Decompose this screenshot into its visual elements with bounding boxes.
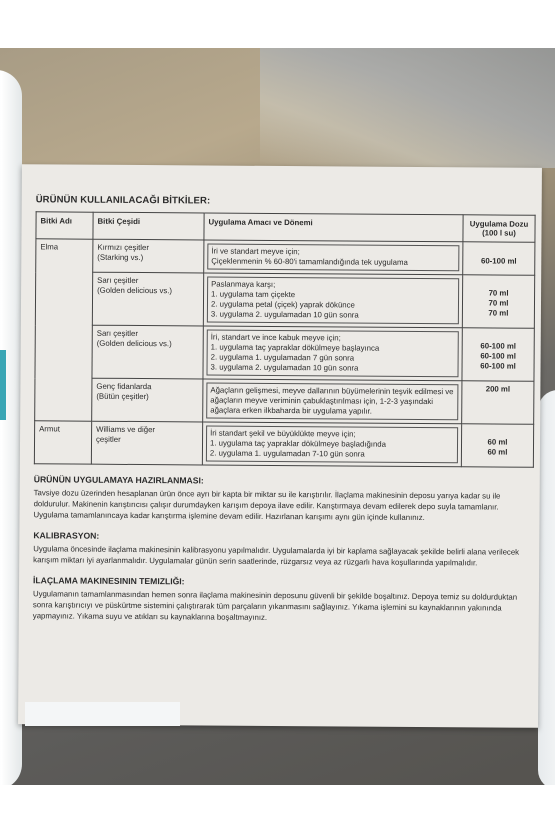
cell-dose xyxy=(462,275,534,329)
cell-dose xyxy=(463,242,535,276)
cell-purpose xyxy=(203,379,462,424)
cleaning-section xyxy=(33,575,533,624)
purpose-text: Ağaçların gelişmesi, meyve dallarının büyümelerinin teşvik edilmesi ve ağaçların meyve veriminin çabuklaştırılması için, 1-2-3 yaşındaki ağaçlara erken ilkbaharda bir uygulama yapılır. xyxy=(206,382,458,420)
header-variety: Bitki Çeşidi xyxy=(93,212,204,240)
dose-text: 60 ml 60 ml xyxy=(487,427,508,457)
section-title: ÜRÜNÜN KULLANILACAĞI BİTKİLER: xyxy=(35,194,211,207)
purpose-text: Paslanmaya karşı; 1. uygulama tam çiçekte 2. uygulama petal (çiçek) yaprak dökünce 3. uygulama 2. uygulamadan 10 gün sonra xyxy=(207,276,459,324)
variety-text: Kırmızı çeşitler (Starking vs.) xyxy=(97,242,149,263)
cell-purpose xyxy=(202,422,461,467)
cell-plant xyxy=(34,421,91,464)
cell-variety xyxy=(92,325,203,379)
calibration-section xyxy=(33,530,533,568)
instruction-leaflet xyxy=(18,164,542,728)
table-row xyxy=(35,272,534,328)
cell-purpose xyxy=(203,326,462,381)
cell-variety xyxy=(93,239,204,273)
dose-text: 60-100 ml 60-100 ml 60-100 ml xyxy=(480,341,516,371)
variety-text: Williams ve diğer çeşitler xyxy=(96,424,156,444)
dose-text: 200 ml xyxy=(485,384,511,394)
cell-variety xyxy=(92,378,203,422)
table-row xyxy=(34,421,533,467)
table-row xyxy=(35,325,534,381)
cell-dose xyxy=(462,328,534,382)
dose-text: 70 ml 70 ml 70 ml xyxy=(488,288,509,318)
top-margin xyxy=(0,0,555,48)
cell-dose xyxy=(461,424,533,468)
cell-variety xyxy=(92,272,203,326)
plant-name: Armut xyxy=(39,424,60,434)
preparation-heading: ÜRÜNÜN UYGULAMAYA HAZIRLANMASI: xyxy=(33,474,204,486)
usage-table xyxy=(34,211,536,467)
background-wave xyxy=(260,48,555,168)
cleaning-heading: İLAÇLAMA MAKINESININ TEMIZLIĞI: xyxy=(33,575,185,587)
purpose-text: İri ve standart meyve için; Çiçeklenmenin % 60-80'i tamamlandığında tek uygulama xyxy=(207,243,459,271)
purpose-text: İri standart şekil ve büyüklükte meyve için; 1. uygulama taç yapraklar dökülmeye başladığında 2. uygulama 1. uygulamadan 7-10 gün sonra xyxy=(206,425,458,463)
preparation-section xyxy=(33,474,533,523)
variety-text: Sarı çeşitler (Golden delicious vs.) xyxy=(97,275,173,296)
preparation-text: Tavsiye dozu üzerinden hesaplanan ürün önce ayrı bir kapta bir miktar su ile karıştırılır. İlaçlama makinesinin deposu yarıya kadar su ile doldurulur. Makinenin karıştırıcısı çalışır durumdayken karışım depoya ilave edilir. Karıştırmaya devam edilerek depo suyla tamamlanır. Uygulama tamamlanıncaya kadar karıştırma işlemine devam edilir. Hazırlanan karışımı aynı gün içinde kullanınız. xyxy=(33,488,501,523)
table-row xyxy=(35,378,534,424)
bottom-margin xyxy=(0,785,555,832)
bottle-label-strip xyxy=(0,350,6,420)
bottle-right xyxy=(538,390,555,790)
calibration-heading: KALIBRASYON: xyxy=(33,530,100,541)
table-header xyxy=(36,212,535,242)
header-purpose: Uygulama Amacı ve Dönemi xyxy=(204,213,463,242)
leaflet-content xyxy=(33,194,536,624)
variety-text: Sarı çeşitler (Golden delicious vs.) xyxy=(96,328,172,349)
dose-text: 60-100 ml xyxy=(480,256,517,266)
cell-variety xyxy=(91,421,202,465)
header-plant: Bitki Adı xyxy=(36,212,93,239)
calibration-text: Uygulama öncesinde ilaçlama makinesinin kalibrasyonu yapılmalıdır. Uygulamalarda iyi bir kaplama sağlayacak şekilde belirli alana verilecek karışım miktarı iyi ayarlanmalıdır. Uygulamalar günün serin saatlerinde, rüzgarsız veya az rüzgarlı hava koşullarında yapılmalıdır. xyxy=(33,544,520,568)
bottle-sticker xyxy=(25,702,180,726)
cell-purpose xyxy=(204,240,463,275)
plant-name: Elma xyxy=(40,242,59,252)
variety-text: Genç fidanlarda (Bütün çeşitler) xyxy=(96,381,152,402)
cleaning-text: Uygulamanın tamamlanmasından hemen sonra ilaçlama makinesinin deposunu güvenli bir şekilde boşaltınız. Depoya temiz su doldurduktan sonra karıştırıcıyı ve püskürtme sistemini çalıştırarak tüm parçaların yıkanmasını sağlayınız. Yıkama işlemini su kaynaklarının yakınında yapmayınız. Yıkama suyu ve atıkları su kaynaklarına boşaltmayınız. xyxy=(32,589,518,622)
header-dose: Uygulama Dozu (100 l su) xyxy=(463,215,535,243)
cell-dose xyxy=(462,381,534,425)
cell-plant xyxy=(35,239,93,421)
table-row xyxy=(36,239,535,275)
purpose-text: İri, standart ve ince kabuk meyve için; 1. uygulama taç yapraklar dökülmeye başlayınca 2. uygulama 1. uygulamadan 7 gün sonra 3. uygulama 2. uygulamadan 10 gün sonra xyxy=(206,329,458,377)
cell-purpose xyxy=(203,273,462,328)
